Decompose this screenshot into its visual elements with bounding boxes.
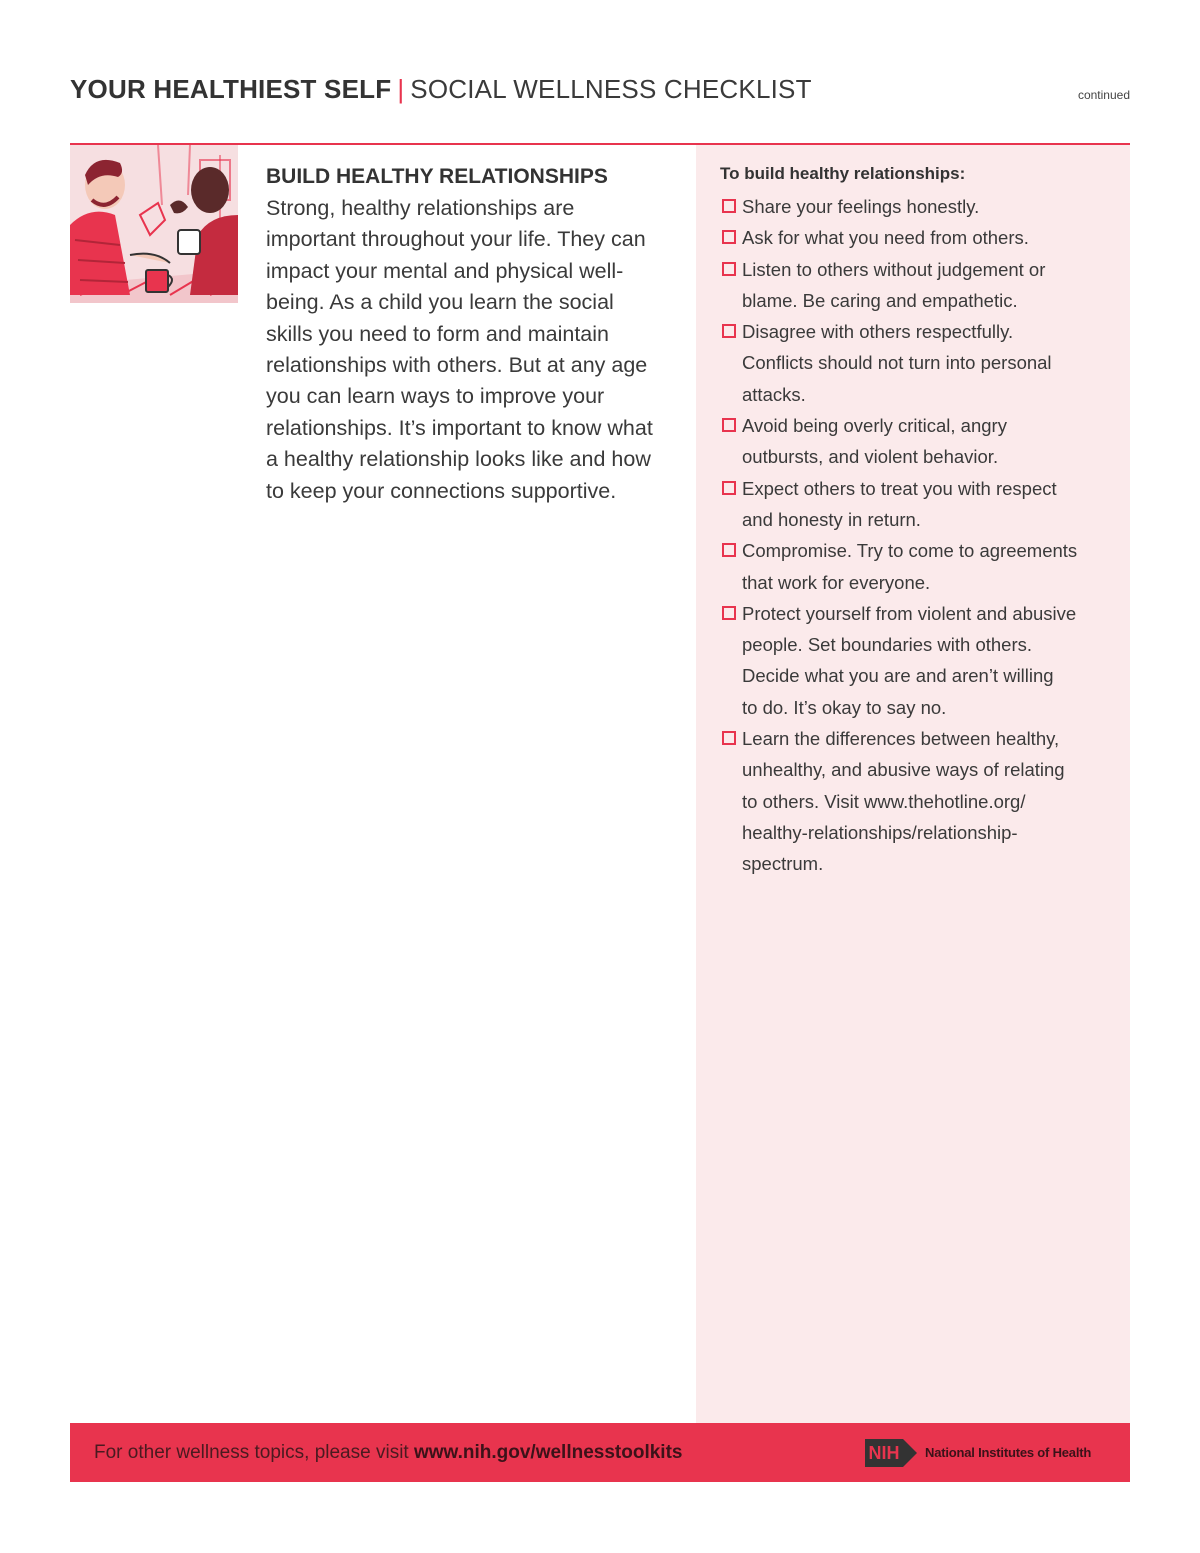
checklist-item bbox=[720, 598, 1115, 723]
checklist-item-line: and honesty in return. bbox=[742, 508, 921, 530]
checklist-item bbox=[720, 191, 1115, 222]
checklist-item-line: Share your feelings honestly. bbox=[742, 196, 980, 217]
checklist-item bbox=[720, 222, 1115, 253]
checklist-item-line: attacks. bbox=[742, 383, 806, 405]
checklist-item bbox=[720, 473, 1115, 536]
checklist bbox=[720, 191, 1115, 880]
intro-line: a healthy relationship looks like and how bbox=[266, 447, 651, 472]
checklist-item-line: outbursts, and violent behavior. bbox=[742, 446, 999, 468]
intro-line: important throughout your life. They can bbox=[266, 227, 646, 252]
wellness-toolkits-link[interactable]: www.nih.gov/wellnesstoolkits bbox=[413, 1442, 683, 1463]
intro-paragraph bbox=[266, 193, 676, 507]
checkbox-icon[interactable] bbox=[722, 481, 736, 495]
checklist-item-line: Ask for what you need from others. bbox=[742, 227, 1029, 249]
nih-logo-mark: NIH bbox=[865, 1439, 903, 1467]
intro-line: relationships. It’s important to know what bbox=[266, 415, 653, 440]
checklist-item-line: Protect yourself from violent and abusive bbox=[742, 602, 1077, 624]
checklist-item-line: Learn the differences between healthy, bbox=[742, 728, 1060, 750]
page-header bbox=[70, 72, 1130, 108]
intro-line: impact your mental and physical well- bbox=[266, 258, 624, 283]
checkbox-icon[interactable] bbox=[722, 731, 736, 745]
checklist-item bbox=[720, 410, 1115, 473]
checklist-heading: To build healthy relationships: bbox=[720, 164, 966, 183]
two-people-talking-icon bbox=[70, 145, 238, 303]
checklist-item-line: Compromise. Try to come to agreements bbox=[742, 540, 1078, 562]
page-title bbox=[70, 72, 812, 106]
checklist-item bbox=[720, 254, 1115, 317]
checklist-item-line: that work for everyone. bbox=[742, 571, 931, 593]
intro-section bbox=[266, 163, 676, 507]
checkbox-icon[interactable] bbox=[722, 230, 736, 244]
checklist-item-line: unhealthy, and abusive ways of relating bbox=[742, 759, 1065, 781]
title-separator: | bbox=[397, 74, 405, 104]
intro-line: skills you need to form and maintain bbox=[266, 321, 609, 346]
checkbox-icon[interactable] bbox=[722, 324, 736, 338]
checkbox-icon[interactable] bbox=[722, 262, 736, 276]
footer-bar bbox=[70, 1423, 1130, 1482]
title-bold: YOUR HEALTHIEST SELF bbox=[70, 74, 392, 104]
checklist-item-line: Disagree with others respectfully. bbox=[742, 321, 1014, 343]
footer-text bbox=[94, 1441, 682, 1465]
checklist-item bbox=[720, 535, 1115, 598]
continued-label: continued bbox=[1077, 88, 1130, 102]
checklist-item bbox=[720, 723, 1115, 879]
title-light: SOCIAL WELLNESS CHECKLIST bbox=[410, 74, 812, 104]
checklist-item-line: spectrum. bbox=[742, 853, 824, 875]
intro-line: being. As a child you learn the social bbox=[266, 290, 614, 315]
checklist-item-line: to others. Visit www.thehotline.org/ bbox=[742, 790, 1026, 812]
intro-line: Strong, healthy relationships are bbox=[266, 196, 575, 220]
intro-line: you can learn ways to improve your bbox=[266, 384, 605, 409]
intro-line: relationships with others. But at any age bbox=[266, 353, 648, 378]
footer-prompt: For other wellness topics, please visit bbox=[94, 1442, 414, 1463]
checklist-item-line: Listen to others without judgement or bbox=[742, 258, 1046, 280]
checklist-item-line: blame. Be caring and empathetic. bbox=[742, 289, 1018, 311]
checklist-item bbox=[720, 316, 1115, 410]
nih-arrow-icon bbox=[903, 1439, 917, 1467]
intro-line: to keep your connections supportive. bbox=[266, 478, 617, 503]
checklist-item-line: Conflicts should not turn into personal bbox=[742, 352, 1052, 374]
checklist-item-line: Avoid being overly critical, angry bbox=[742, 415, 1007, 437]
section-heading: BUILD HEALTHY RELATIONSHIPS bbox=[266, 165, 608, 188]
checkbox-icon[interactable] bbox=[722, 606, 736, 620]
nih-logo-name: National Institutes of Health bbox=[925, 1445, 1092, 1460]
checklist-item-line: people. Set boundaries with others. bbox=[742, 634, 1033, 656]
checkbox-icon[interactable] bbox=[722, 543, 736, 557]
checklist-item-line: Expect others to treat you with respect bbox=[742, 477, 1057, 499]
checkbox-icon[interactable] bbox=[722, 199, 736, 213]
checklist-item-line: to do. It’s okay to say no. bbox=[742, 696, 947, 718]
checklist-item-line: healthy-relationships/relationship- bbox=[742, 821, 1018, 843]
checkbox-icon[interactable] bbox=[722, 418, 736, 432]
checklist-item-line: Decide what you are and aren’t willing bbox=[742, 665, 1054, 687]
